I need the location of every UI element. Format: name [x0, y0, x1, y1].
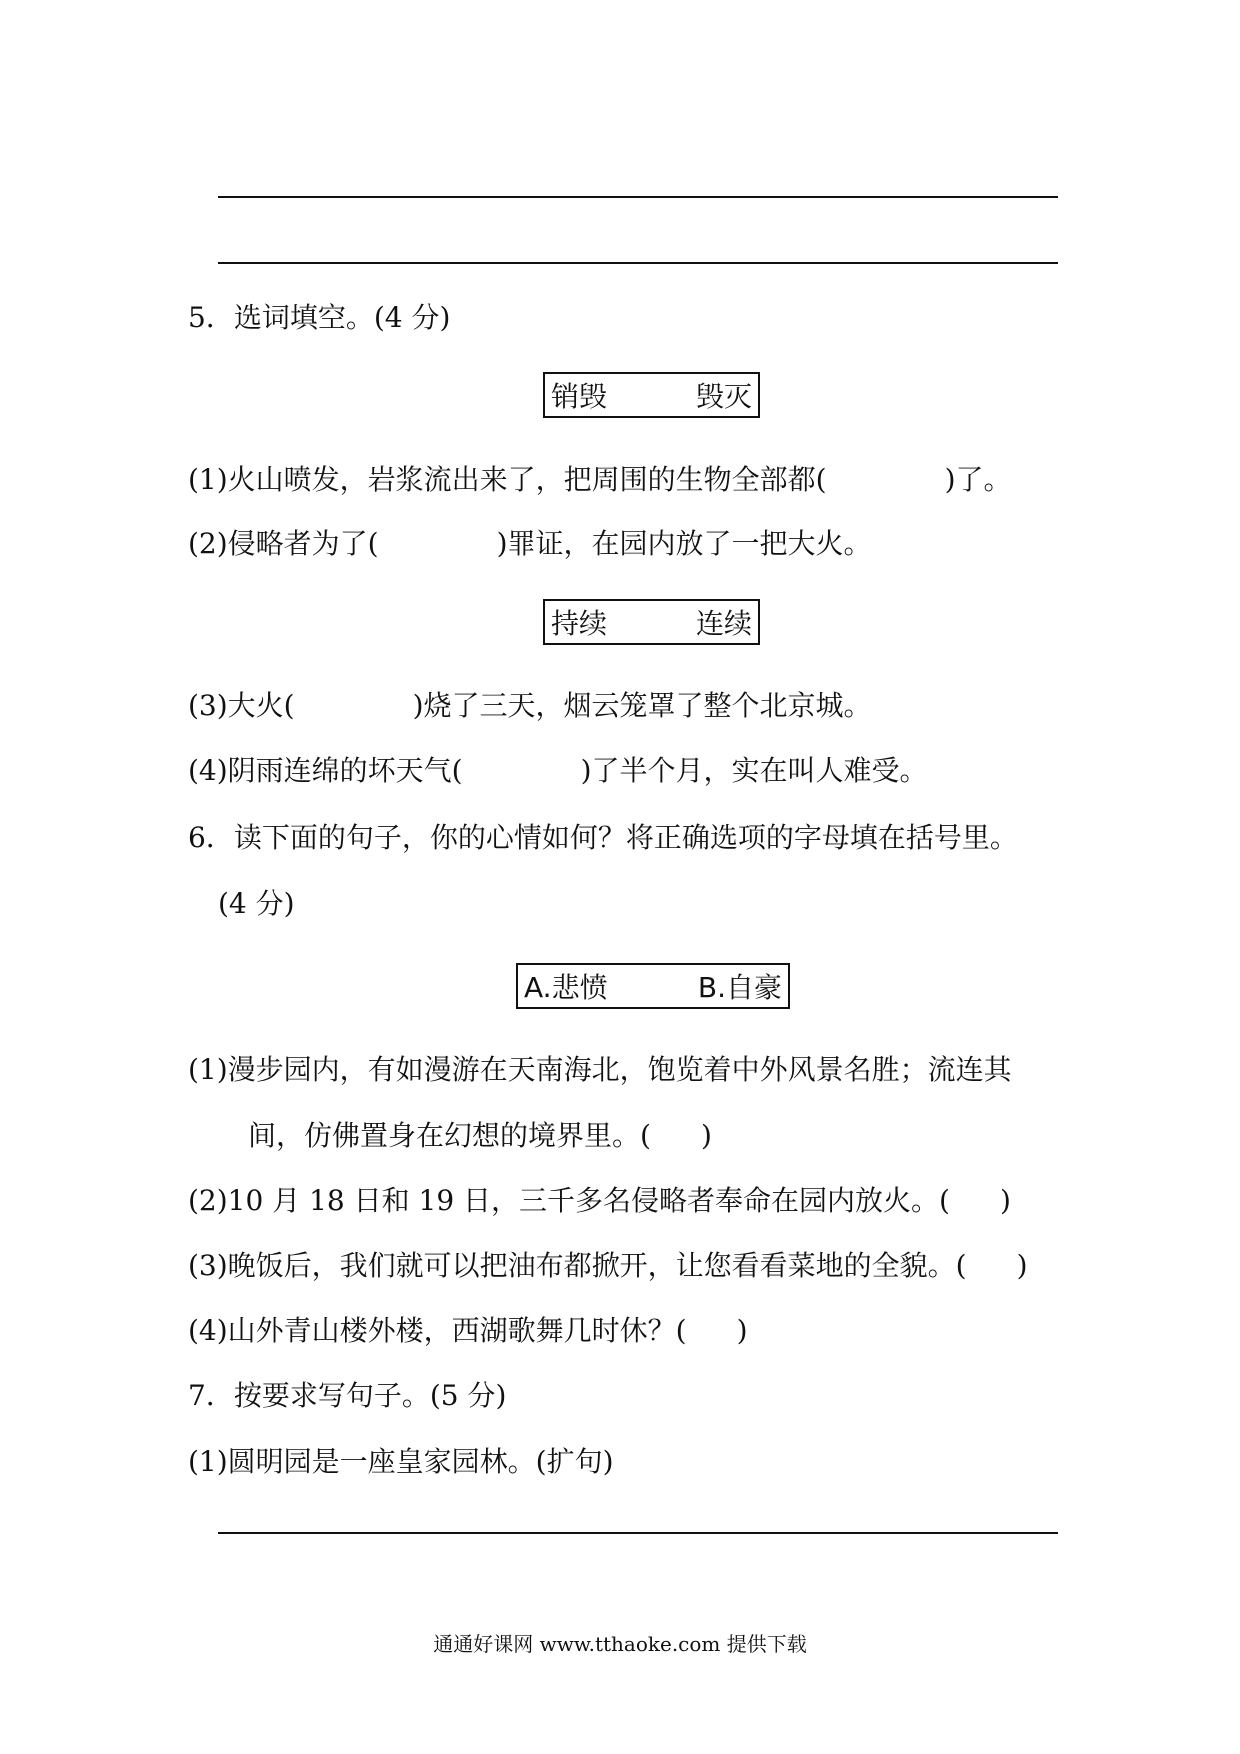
q6-sentence-2: (2)10 月 18 日和 19 日，三千多名侵略者奉命在园内放火。( )	[188, 1184, 1011, 1217]
answer-line-1	[218, 196, 1058, 198]
q5-title: 5．选词填空。(4 分)	[188, 301, 451, 334]
q5-word-box-1	[543, 372, 760, 418]
q5-sentence-3: (3)大火( )烧了三天，烟云笼罩了整个北京城。	[188, 689, 872, 722]
q6-sentence-1a: (1)漫步园内，有如漫游在天南海北，饱览着中外风景名胜；流连其	[188, 1053, 1012, 1086]
word-option: 销毁	[551, 380, 608, 413]
q5-sentence-1: (1)火山喷发，岩浆流出来了，把周围的生物全部都( )了。	[188, 463, 1012, 496]
q6-sentence-1b: 间，仿佛置身在幻想的境界里。( )	[248, 1119, 712, 1152]
q7-title: 7．按要求写句子。(5 分)	[188, 1379, 507, 1412]
q6-sentence-4: (4)山外青山楼外楼，西湖歌舞几时休？( )	[188, 1314, 748, 1347]
word-option: 毁灭	[695, 380, 752, 413]
q5-sentence-2: (2)侵略者为了( )罪证，在园内放了一把大火。	[188, 527, 872, 560]
footer-credit: 通通好课网 www.tthaoke.com 提供下载	[433, 1632, 807, 1656]
word-option: 连续	[695, 607, 752, 640]
answer-line-2	[218, 262, 1058, 264]
option-a: A.悲愤	[524, 971, 608, 1004]
q5-word-box-2	[543, 599, 760, 645]
q6-sentence-3: (3)晚饭后，我们就可以把油布都掀开，让您看看菜地的全貌。( )	[188, 1249, 1028, 1282]
option-b: B.自豪	[697, 971, 782, 1004]
q7-sentence-1: (1)圆明园是一座皇家园林。(扩句)	[188, 1445, 614, 1478]
q6-title: 6．读下面的句子，你的心情如何？将正确选项的字母填在括号里。	[188, 821, 1018, 854]
q6-score: (4 分)	[218, 887, 295, 920]
q6-option-box	[516, 963, 790, 1009]
word-option: 持续	[551, 607, 608, 640]
q5-sentence-4: (4)阴雨连绵的坏天气( )了半个月，实在叫人难受。	[188, 754, 928, 787]
answer-line-3[interactable]	[218, 1532, 1058, 1534]
